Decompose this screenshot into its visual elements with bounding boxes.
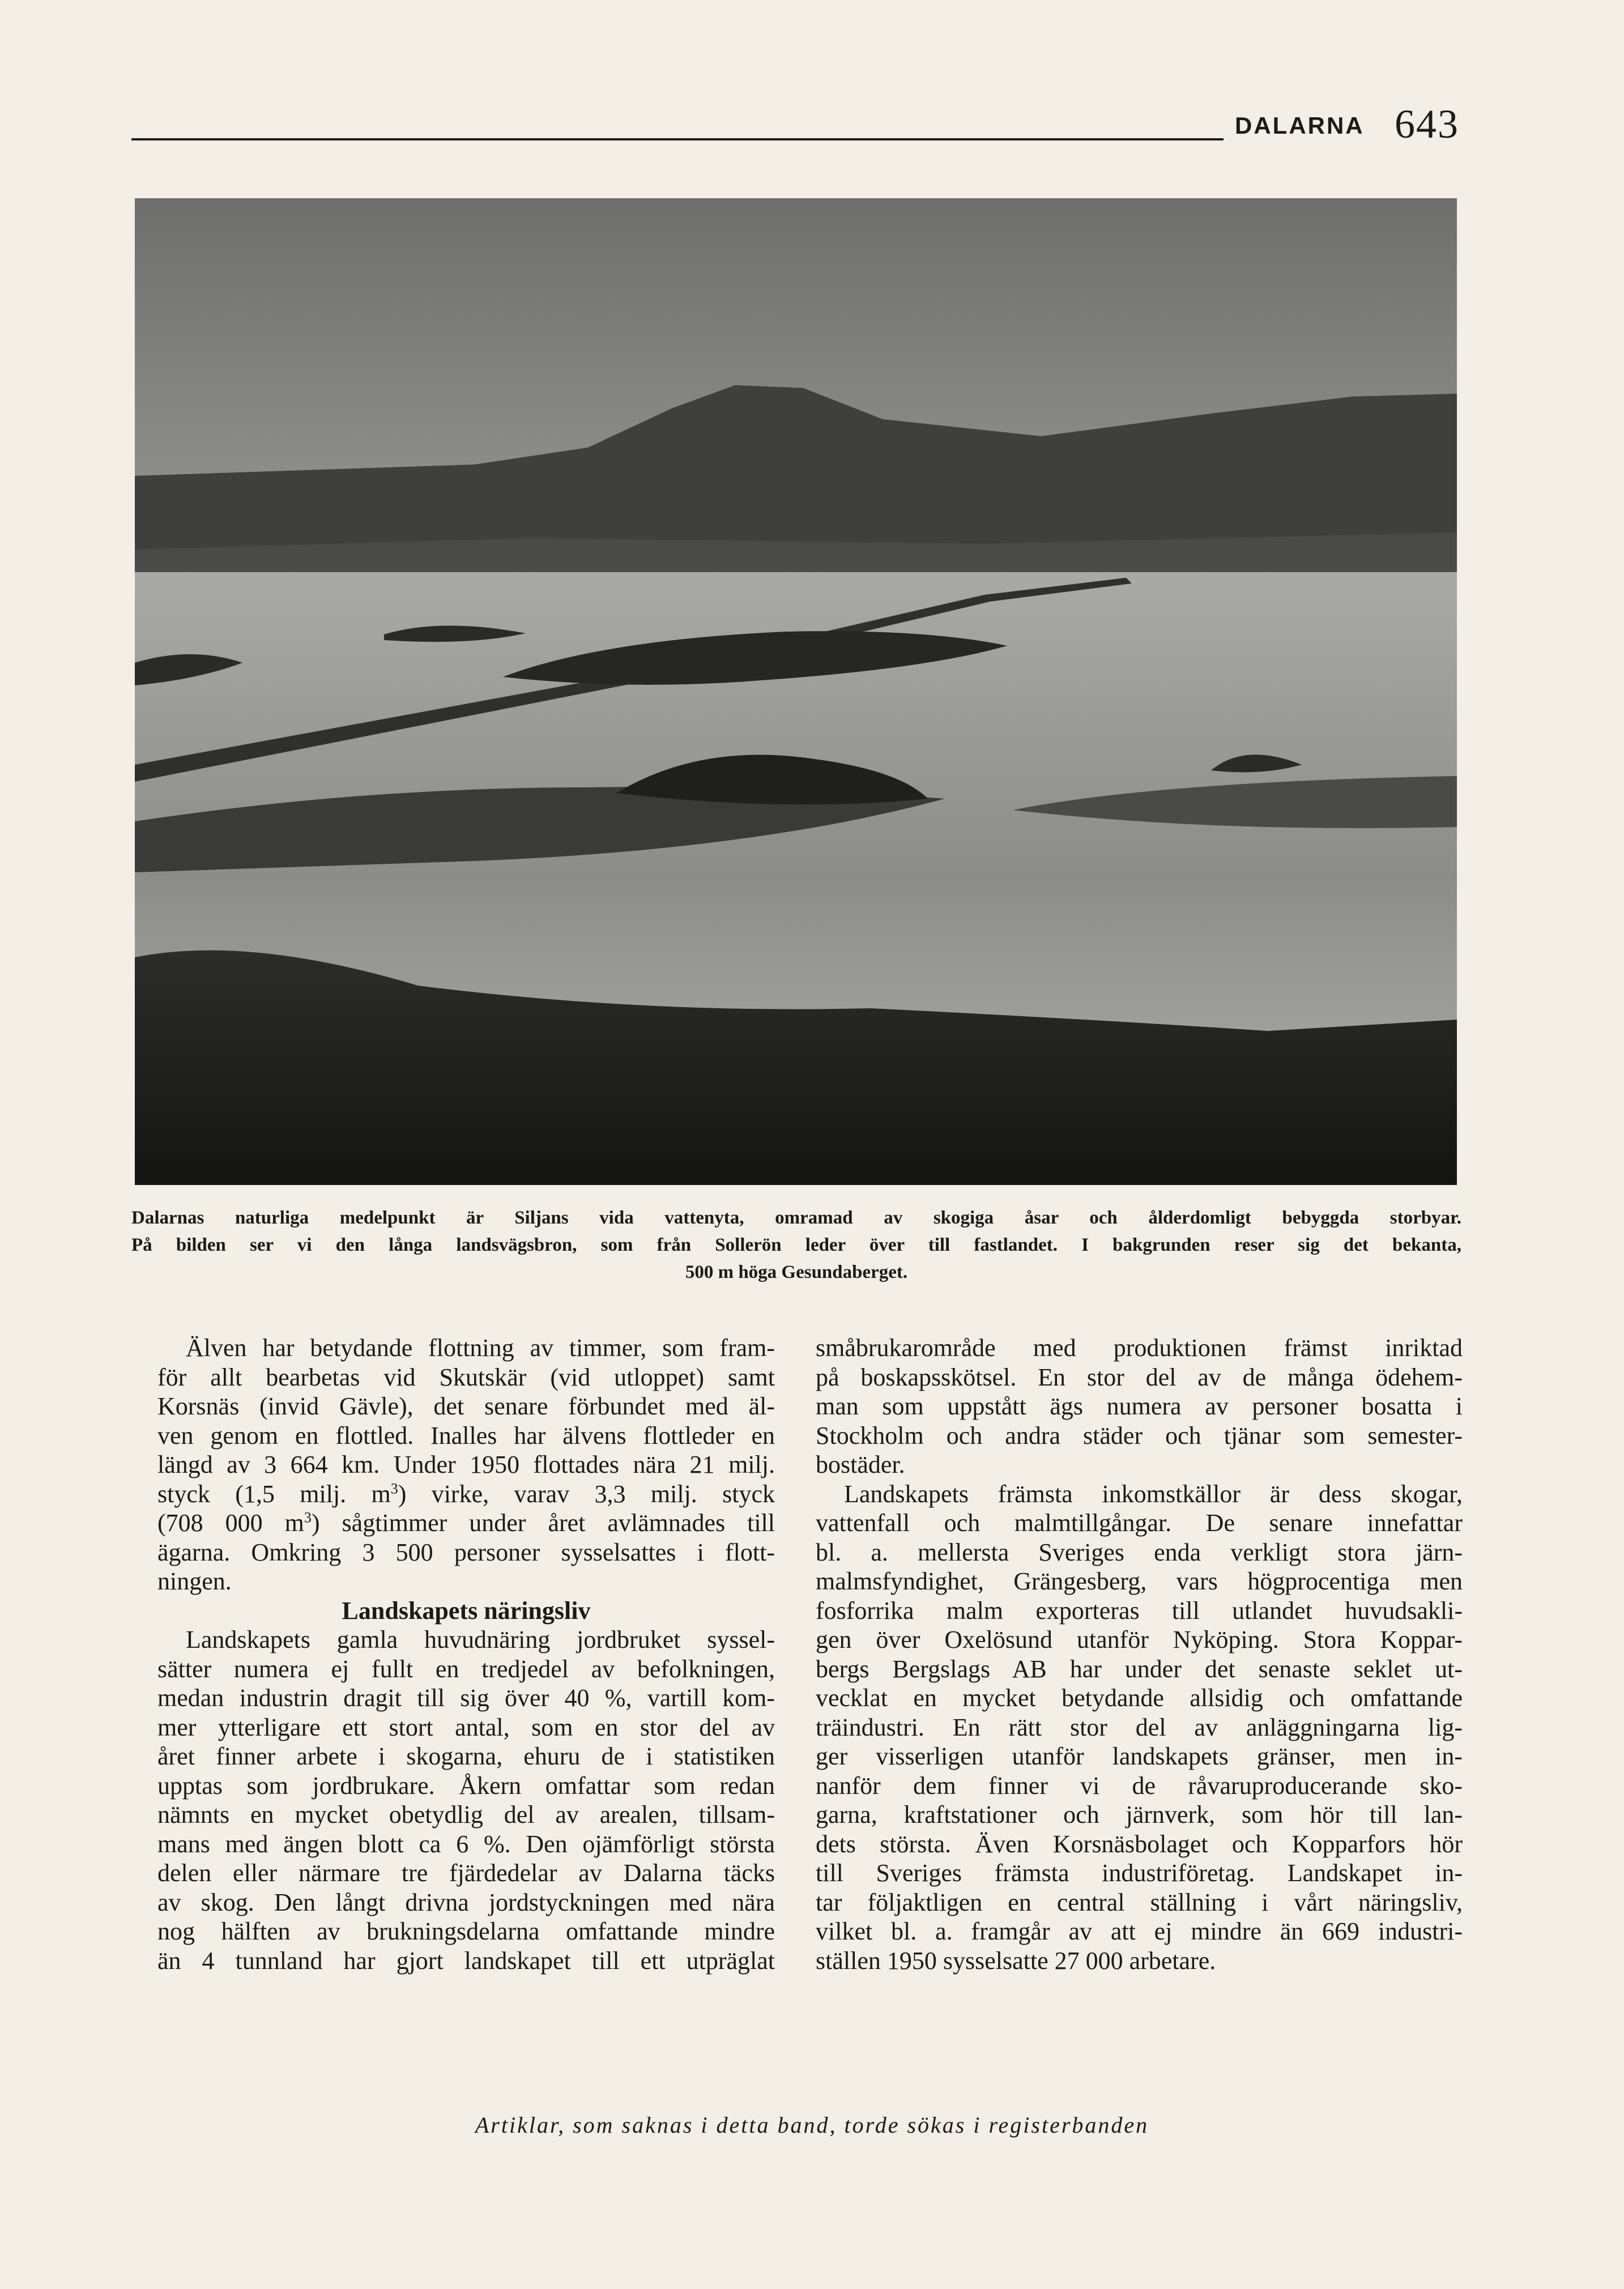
text-line: (708 000 $m^3$) sågtimmer under året avlämnades till bbox=[157, 1509, 775, 1537]
text-line: bergs Bergslags AB har under det senaste seklet ut- bbox=[816, 1655, 1463, 1683]
caption-line: Dalarnas naturliga medelpunkt är Siljans vida vattenyta, omramad av skogiga åsar och ålderdomligt bebyggda storbyar. bbox=[131, 1208, 1461, 1228]
running-head-section: DALARNA bbox=[1235, 112, 1365, 139]
text-line: mans med ängen blott ca 6 %. Den ojämförligt största bbox=[157, 1830, 775, 1858]
left-column bbox=[157, 1333, 775, 1975]
text-line: Stockholm och andra städer och tjänar som semester- bbox=[816, 1421, 1463, 1450]
text-line: ägarna. Omkring 3 500 personer sysselsattes i flott- bbox=[157, 1538, 775, 1566]
text-line: fosforrika malm exporteras till utlandet huvudsakli- bbox=[816, 1596, 1463, 1625]
caption-line: På bilden ser vi den långa landsvägsbron, som från Sollerön leder över till fastlandet. I bakgrunden reser sig det bekanta, bbox=[131, 1235, 1461, 1255]
text-line: nanför dem finner vi de råvaruproducerande sko- bbox=[816, 1771, 1463, 1800]
text-line: Korsnäs (invid Gävle), det senare förbundet med äl- bbox=[157, 1392, 775, 1420]
text-line: bl. a. mellersta Sveriges enda verkligt stora järn- bbox=[816, 1538, 1463, 1566]
text-line: vattenfall och malmtillgångar. De senare innefattar bbox=[816, 1509, 1463, 1537]
text-line: garna, kraftstationer och järnverk, som hör till lan- bbox=[816, 1801, 1463, 1828]
lake-siljan-photograph bbox=[135, 198, 1457, 1185]
text-line: nämnts en mycket obetydlig del av arealen, tillsam- bbox=[157, 1801, 775, 1828]
photo-caption bbox=[131, 1204, 1461, 1286]
text-line: styck (1,5 milj. $m^3$) virke, varav 3,3 milj. styck bbox=[157, 1480, 775, 1508]
header-rule bbox=[131, 138, 1224, 140]
text-line: delen eller närmare tre fjärdedelar av Dalarna täcks bbox=[157, 1859, 775, 1887]
text-line: man som uppstått ägs numera av personer bosatta i bbox=[816, 1392, 1463, 1420]
right-column bbox=[816, 1333, 1463, 1975]
text-line: tar följaktligen en central ställning i vårt näringsliv, bbox=[816, 1888, 1463, 1916]
text-line: än 4 tunnland har gjort landskapet till ett utpräglat bbox=[157, 1946, 775, 1975]
text-line: mer ytterligare ett stort antal, som en stor del av bbox=[157, 1713, 775, 1741]
text-line: upptas som jordbrukare. Åkern omfattar som redan bbox=[157, 1771, 775, 1800]
text-line: på boskapsskötsel. En stor del av de många ödehem- bbox=[816, 1363, 1463, 1391]
text-line: bostäder. bbox=[816, 1451, 905, 1478]
text-line: Landskapets gamla huvudnäring jordbruket syssel- bbox=[186, 1626, 775, 1653]
text-line: sätter numera ej fullt en tredjedel av befolkningen, bbox=[157, 1655, 775, 1683]
text-line: Älven har betydande flottning av timmer, som fram- bbox=[186, 1334, 775, 1362]
text-line: till Sveriges främsta industriföretag. Landskapet in- bbox=[816, 1859, 1463, 1887]
text-line: för allt bearbetas vid Skutskär (vid utloppet) samt bbox=[157, 1363, 775, 1391]
text-line: vecklat en mycket betydande allsidig och omfattande bbox=[816, 1684, 1463, 1712]
text-line: småbrukarområde med produktionen främst inriktad bbox=[816, 1334, 1463, 1362]
page-number: 643 bbox=[1395, 101, 1459, 147]
text-line: ven genom en flottled. Inalles har älvens flottleder en bbox=[157, 1421, 775, 1450]
text-line: året finner arbete i skogarna, ehuru de i statistiken bbox=[157, 1742, 775, 1770]
text-line: nog hälften av brukningsdelarna omfattande mindre bbox=[157, 1917, 775, 1945]
text-line: ställen 1950 sysselsatte 27 000 arbetare. bbox=[816, 1946, 1216, 1975]
footer-note: Artiklar, som saknas i detta band, torde sökas i registerbanden bbox=[475, 2112, 1149, 2138]
text-line: ger visserligen utanför landskapets gränser, men in- bbox=[816, 1742, 1463, 1770]
text-line: malmsfyndighet, Grängesberg, vars högprocentiga men bbox=[816, 1567, 1463, 1595]
text-line: av skog. Den långt drivna jordstyckningen med nära bbox=[157, 1888, 775, 1916]
photo-illustration bbox=[135, 198, 1457, 1185]
text-line: ningen. bbox=[157, 1567, 232, 1595]
text-line: vilket bl. a. framgår av att ej mindre än 669 industri- bbox=[816, 1917, 1463, 1945]
section-heading: Landskapets näringsliv bbox=[342, 1596, 591, 1625]
text-line: Landskapets främsta inkomstkällor är dess skogar, bbox=[844, 1480, 1463, 1508]
text-line: medan industrin dragit till sig över 40 %, vartill kom- bbox=[157, 1684, 775, 1712]
caption-line: 500 m höga Gesundaberget. bbox=[685, 1262, 908, 1282]
text-line: dets största. Även Korsnäsbolaget och Kopparfors hör bbox=[816, 1830, 1463, 1858]
text-line: gen över Oxelösund utanför Nyköping. Stora Koppar- bbox=[816, 1626, 1463, 1653]
text-line: längd av 3 664 km. Under 1950 flottades nära 21 milj. bbox=[157, 1451, 775, 1478]
text-line: träindustri. En rätt stor del av anläggningarna lig- bbox=[816, 1713, 1463, 1741]
